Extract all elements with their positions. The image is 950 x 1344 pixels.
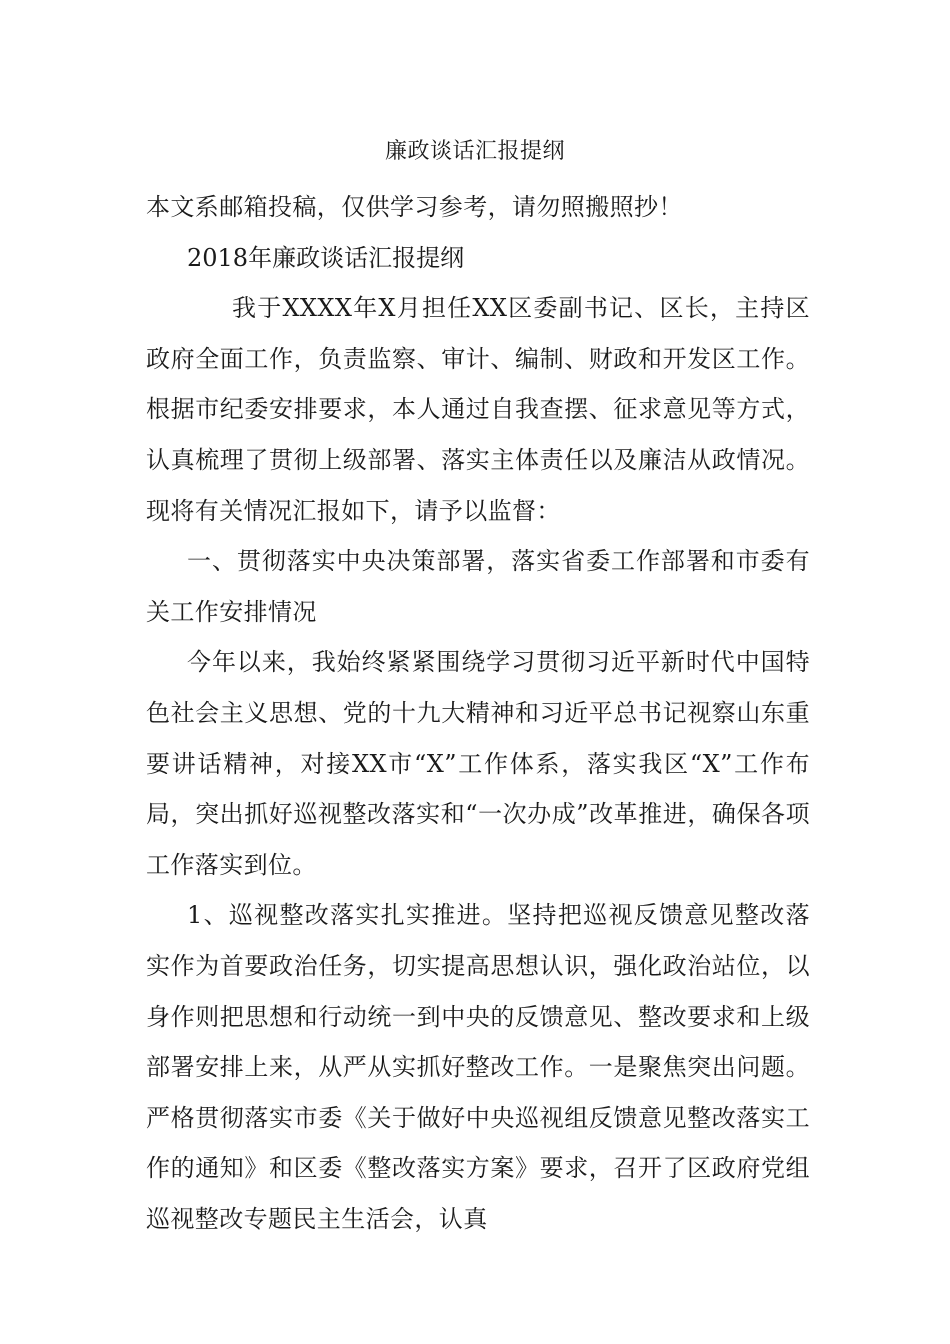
paragraph-intro: 我于XXXX年X月担任XX区委副书记、区长，主持区政府全面工作，负责监察、审计、编制、财政和开发区工作。根据市纪委安排要求，本人通过自我查摆、征求意见等方式，认真梳理了贯彻上级部署、落实主体责任以及廉洁从政情况。现将有关情况汇报如下，请予以监督： (146, 294, 810, 525)
section-heading-one: 一、贯彻落实中央决策部署，落实省委工作部署和市委有关工作安排情况 (146, 547, 810, 626)
paragraph-overview: 今年以来，我始终紧紧围绕学习贯彻习近平新时代中国特色社会主义思想、党的十九大精神和习近平总书记视察山东重要讲话精神，对接XX市“X”工作体系，落实我区“X”工作布局，突出抓好巡视整改落实和“一次办成”改革推进，确保各项工作落实到位。 (146, 648, 810, 879)
disclaimer-line: 本文系邮箱投稿，仅供学习参考，请勿照搬照抄！ (146, 193, 683, 221)
document-subtitle: 2018年廉政谈话汇报提纲 (187, 243, 465, 272)
document-body (146, 182, 810, 1244)
document-title: 廉政谈话汇报提纲 (384, 139, 565, 164)
paragraph-item-one: 1、巡视整改落实扎实推进。坚持把巡视反馈意见整改落实作为首要政治任务，切实提高思想认识，强化政治站位，以身作则把思想和行动统一到中央的反馈意见、整改要求和上级部署安排上来，从严从实抓好整改工作。一是聚焦突出问题。严格贯彻落实市委《关于做好中央巡视组反馈意见整改落实工作的通知》和区委《整改落实方案》要求，召开了区政府党组巡视整改专题民主生活会，认真 (146, 901, 810, 1233)
